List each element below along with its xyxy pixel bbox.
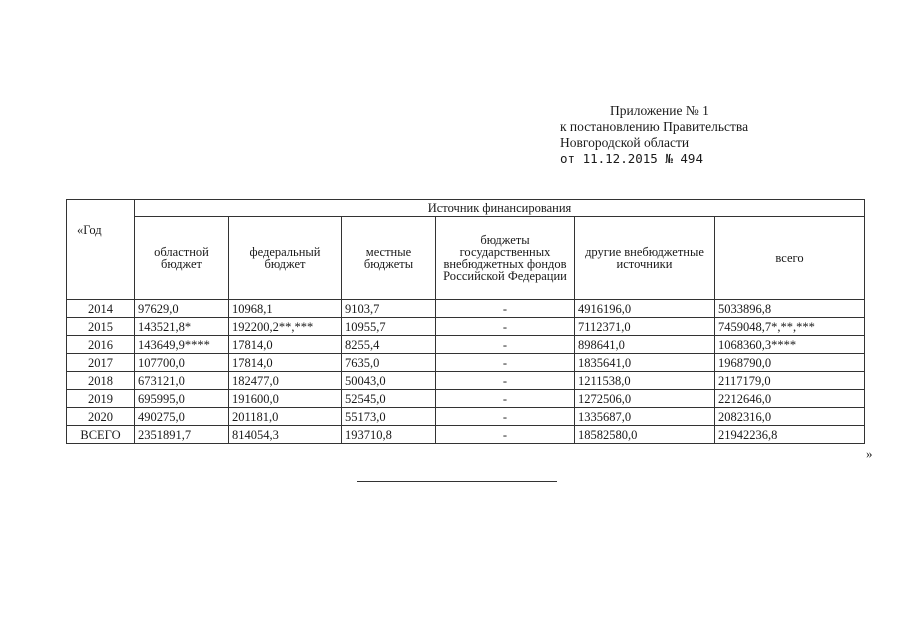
table-row bbox=[67, 336, 865, 354]
table-row bbox=[67, 390, 865, 408]
regional-budget-cell: 143649,9**** bbox=[135, 336, 229, 354]
year-cell: ВСЕГО bbox=[67, 426, 135, 444]
appendix-heading bbox=[560, 103, 860, 167]
year-cell: 2014 bbox=[67, 300, 135, 318]
table-row bbox=[67, 354, 865, 372]
regional-budget-cell: 673121,0 bbox=[135, 372, 229, 390]
column-header-regional: областной бюджет bbox=[135, 217, 229, 300]
federal-budget-cell: 10968,1 bbox=[229, 300, 342, 318]
closing-quote: » bbox=[866, 446, 873, 461]
column-header-total: всего bbox=[715, 217, 865, 300]
total-cell: 1968790,0 bbox=[715, 354, 865, 372]
header-row-top bbox=[67, 200, 865, 217]
financing-table bbox=[66, 199, 865, 444]
year-cell: 2020 bbox=[67, 408, 135, 426]
other-sources-cell: 4916196,0 bbox=[575, 300, 715, 318]
extrabudgetary-funds-cell: - bbox=[436, 390, 575, 408]
total-cell: 1068360,3**** bbox=[715, 336, 865, 354]
header-row-columns bbox=[67, 217, 865, 300]
regional-budget-cell: 490275,0 bbox=[135, 408, 229, 426]
column-header-other-sources: другие внебюджетные источники bbox=[575, 217, 715, 300]
appendix-title: Приложение № 1 bbox=[610, 103, 709, 118]
year-cell: 2015 bbox=[67, 318, 135, 336]
column-header-local: местные бюджеты bbox=[342, 217, 436, 300]
total-cell: 5033896,8 bbox=[715, 300, 865, 318]
source-header: Источник финансирования bbox=[135, 200, 865, 217]
table-body bbox=[67, 300, 865, 444]
table-row bbox=[67, 300, 865, 318]
federal-budget-cell: 17814,0 bbox=[229, 354, 342, 372]
federal-budget-cell: 201181,0 bbox=[229, 408, 342, 426]
year-cell: 2018 bbox=[67, 372, 135, 390]
other-sources-cell: 898641,0 bbox=[575, 336, 715, 354]
local-budget-cell: 193710,8 bbox=[342, 426, 436, 444]
extrabudgetary-funds-cell: - bbox=[436, 372, 575, 390]
local-budget-cell: 9103,7 bbox=[342, 300, 436, 318]
other-sources-cell: 1211538,0 bbox=[575, 372, 715, 390]
table-row bbox=[67, 426, 865, 444]
total-cell: 7459048,7*,**,*** bbox=[715, 318, 865, 336]
total-cell: 2212646,0 bbox=[715, 390, 865, 408]
extrabudgetary-funds-cell: - bbox=[436, 300, 575, 318]
other-sources-cell: 1335687,0 bbox=[575, 408, 715, 426]
total-cell: 21942236,8 bbox=[715, 426, 865, 444]
local-budget-cell: 7635,0 bbox=[342, 354, 436, 372]
extrabudgetary-funds-cell: - bbox=[436, 408, 575, 426]
appendix-region-line: Новгородской области bbox=[560, 135, 690, 150]
other-sources-cell: 18582580,0 bbox=[575, 426, 715, 444]
regional-budget-cell: 695995,0 bbox=[135, 390, 229, 408]
table-row bbox=[67, 408, 865, 426]
federal-budget-cell: 191600,0 bbox=[229, 390, 342, 408]
local-budget-cell: 52545,0 bbox=[342, 390, 436, 408]
year-cell: 2017 bbox=[67, 354, 135, 372]
column-header-federal: федеральный бюджет bbox=[229, 217, 342, 300]
column-header-extrabudgetary-funds: бюджеты государственных внебюджетных фондов Российской Федерации bbox=[436, 217, 575, 300]
other-sources-cell: 1272506,0 bbox=[575, 390, 715, 408]
local-budget-cell: 8255,4 bbox=[342, 336, 436, 354]
table-row bbox=[67, 318, 865, 336]
extrabudgetary-funds-cell: - bbox=[436, 336, 575, 354]
year-cell: 2016 bbox=[67, 336, 135, 354]
appendix-resolution-line: к постановлению Правительства bbox=[560, 119, 749, 134]
regional-budget-cell: 107700,0 bbox=[135, 354, 229, 372]
footer-rule bbox=[357, 481, 557, 482]
total-cell: 2082316,0 bbox=[715, 408, 865, 426]
federal-budget-cell: 814054,3 bbox=[229, 426, 342, 444]
total-cell: 2117179,0 bbox=[715, 372, 865, 390]
local-budget-cell: 10955,7 bbox=[342, 318, 436, 336]
federal-budget-cell: 192200,2**,*** bbox=[229, 318, 342, 336]
table-row bbox=[67, 372, 865, 390]
appendix-date-line: от 11.12.2015 № 494 bbox=[560, 151, 703, 166]
year-cell: 2019 bbox=[67, 390, 135, 408]
regional-budget-cell: 143521,8* bbox=[135, 318, 229, 336]
regional-budget-cell: 2351891,7 bbox=[135, 426, 229, 444]
regional-budget-cell: 97629,0 bbox=[135, 300, 229, 318]
federal-budget-cell: 17814,0 bbox=[229, 336, 342, 354]
year-column-header: «Год bbox=[67, 200, 135, 300]
local-budget-cell: 50043,0 bbox=[342, 372, 436, 390]
extrabudgetary-funds-cell: - bbox=[436, 318, 575, 336]
local-budget-cell: 55173,0 bbox=[342, 408, 436, 426]
extrabudgetary-funds-cell: - bbox=[436, 426, 575, 444]
other-sources-cell: 7112371,0 bbox=[575, 318, 715, 336]
extrabudgetary-funds-cell: - bbox=[436, 354, 575, 372]
federal-budget-cell: 182477,0 bbox=[229, 372, 342, 390]
other-sources-cell: 1835641,0 bbox=[575, 354, 715, 372]
